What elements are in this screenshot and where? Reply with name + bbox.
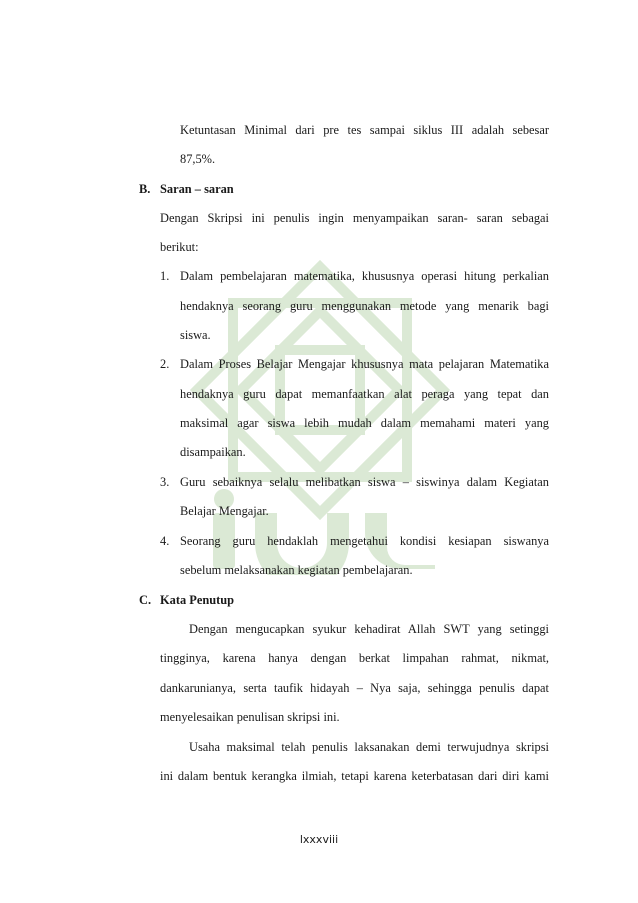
list-item-line: Seorang guru hendaklah mengetahui kondisi kesiapan siswanya [180,534,549,548]
page-number: lxxxviii [299,833,339,846]
section-c-title: Kata Penutup [160,593,235,607]
section-b-letter: B. [139,182,151,196]
text-line: berikut: [160,240,199,254]
paragraph-line: dankarunianya, serta taufik hidayah – Nya saja, sehingga penulis dapat [160,681,549,695]
list-number: 4. [160,534,170,548]
section-c-letter: C. [139,593,152,607]
list-number: 3. [160,475,170,489]
text-line: Dengan Skripsi ini penulis ingin menyampaikan saran- saran sebagai [160,211,549,225]
paragraph-line: ini dalam bentuk kerangka ilmiah, tetapi karena keterbatasan dari diri kami [160,769,549,783]
text-line: Ketuntasan Minimal dari pre tes sampai siklus III adalah sebesar [180,123,549,137]
paragraph-line: Dengan mengucapkan syukur kehadirat Allah SWT yang setinggi [189,622,549,636]
list-item-line: hendaknya seorang guru menggunakan metode yang menarik bagi [180,299,549,313]
paragraph-line: menyelesaikan penulisan skripsi ini. [160,710,340,724]
list-item-line: siswa. [180,328,211,342]
list-item-line: hendaknya guru dapat memanfaatkan alat peraga yang tepat dan [180,387,549,401]
list-number: 2. [160,357,170,371]
list-item-line: Dalam pembelajaran matematika, khususnya operasi hitung perkalian [180,269,549,283]
list-item-line: maksimal agar siswa lebih mudah dalam memahami materi yang [180,416,549,430]
paragraph-line: Usaha maksimal telah penulis laksanakan demi terwujudnya skripsi [189,740,549,754]
text-line: 87,5%. [180,152,216,166]
paragraph-line: tingginya, karena hanya dengan berkat limpahan rahmat, nikmat, [160,651,549,665]
list-item-line: disampaikan. [180,445,246,459]
list-item-line: Guru sebaiknya selalu melibatkan siswa – siswinya dalam Kegiatan [180,475,549,489]
section-b-title: Saran – saran [160,182,234,196]
list-item-line: Belajar Mengajar. [180,504,269,518]
list-item-line: Dalam Proses Belajar Mengajar khususnya mata pelajaran Matematika [180,357,549,371]
list-item-line: sebelum melaksanakan kegiatan pembelajaran. [180,563,413,577]
list-number: 1. [160,269,170,283]
